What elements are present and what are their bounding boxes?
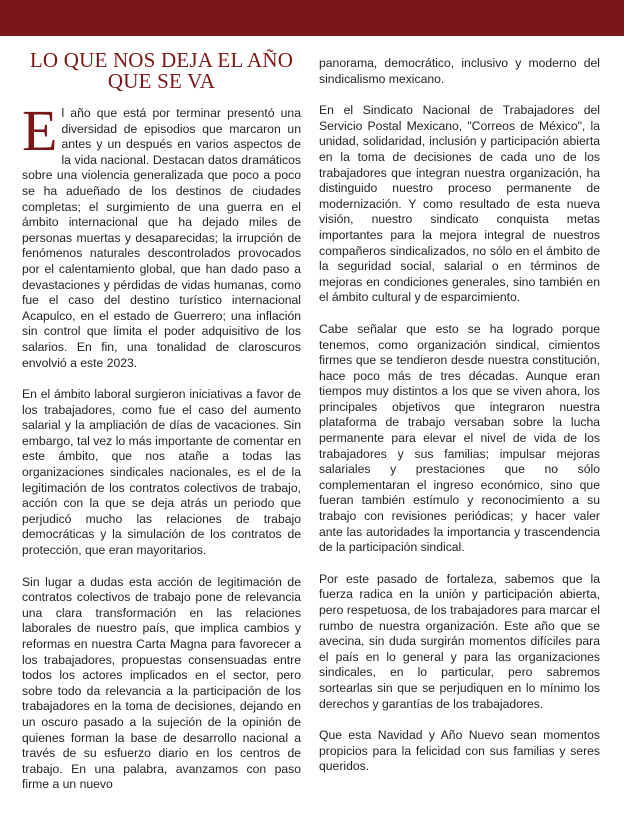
paragraph-1-text: l año que está por terminar presentó una diversidad de episodios que marcaron un antes y un después en varios aspectos de la vida nacional. Destacan datos dramáticos sobre una violencia generalizada que poco a poco se ha adueñado de los destinos de ciudades completas; el surgimiento de una guerra en el ámbito internacional que ha dejado miles de personas muertas y desaparecidas; la irrupción de fenómenos naturales descontrolados provocados por el calentamiento global, que han dado paso a devastaciones y pérdidas de vidas humanas, como fue el caso del destino turístico internacional Acapulco, en el estado de Guerrero; una inflación sin control que limita el poder adquisitivo de los salarios. En fin, una tonalidad de claroscuros envolvió a este 2023. xyxy=(22,106,301,370)
paragraph-8: Que esta Navidad y Año Nuevo sean momentos propicios para la felicidad con sus familias y seres queridos. xyxy=(319,728,600,774)
title-line-2: QUE SE VA xyxy=(107,69,216,93)
drop-cap: E xyxy=(22,98,58,163)
paragraph-1 xyxy=(22,98,301,371)
paragraph-2: En el ámbito laboral surgieron iniciativas a favor de los trabajadores, como fue el caso del aumento salarial y la ampliación de días de vacaciones. Sin embargo, tal vez lo más importante de comentar en este ámbito, que nos atañe a todas las organizaciones sindicales nacionales, es el de la legitimación de los contratos colectivos de trabajo, acción con la que se deja atrás un periodo que perjudicó mucho las relaciones de trabajo democráticas y la simulación de los contratos de protección, que eran mayoritarios. xyxy=(22,387,301,558)
right-column xyxy=(319,56,600,791)
title-line-1: LO QUE NOS DEJA EL AÑO xyxy=(29,48,294,72)
paragraph-4: panorama, democrático, inclusivo y moderno del sindicalismo mexicano. xyxy=(319,56,600,86)
left-column xyxy=(22,50,301,809)
paragraph-5: En el Sindicato Nacional de Trabajadores del Servicio Postal Mexicano, "Correos de México", la unidad, solidaridad, inclusión y participación abierta en la toma de decisiones de cada uno de los trabajadores que integran nuestra organización, ha distinguido nuestro proceso permanente de modernización. Y como resultado de esta nueva visión, nuestro sindicato conquista metas importantes para la mejora integral de nuestros compañeros sindicalizados, no sólo en el ámbito de la seguridad social, salarial o en términos de mejoras en condiciones generales, sino también en el ámbito cultural y de esparcimiento. xyxy=(319,103,600,305)
paragraph-7: Por este pasado de fortaleza, sabemos que la fuerza radica en la unión y participación abierta, pero respetuosa, de los trabajadores para marcar el rumbo de nuestra organización. Este año que se avecina, sin duda surgirán momentos difíciles para el país en lo general y para las organizaciones sindicales, en lo particular, pero sabremos sortearlas sin que se perjudiquen en lo mínimo los derechos y garantías de los trabajadores. xyxy=(319,571,600,711)
article-title xyxy=(22,50,301,92)
paragraph-3: Sin lugar a dudas esta acción de legitimación de contratos colectivos de trabajo pone de relevancia una clara transformación en las relaciones laborales de nuestro país, que implica cambios y reformas en nuestra Carta Magna para favorecer a los trabajadores, propuestas consensuadas entre todos los actores implicados en el sector, pero sobre todo da relevancia a la participación de los trabajadores en la toma de decisiones, dejando en un oscuro pasado a la sujeción de la opinión de quienes forman la base de desarrollo nacional a través de su esfuerzo diario en los centros de trabajo. En una palabra, avanzamos con paso firme a un nuevo xyxy=(22,574,301,792)
header-band xyxy=(0,0,624,36)
paragraph-6: Cabe señalar que esto se ha logrado porque tenemos, como organización sindical, cimientos firmes que se tendieron desde nuestra constitución, hace poco más de tres décadas. Aunque eran tiempos muy distintos a los que se viven ahora, los principales objetivos que integraron nuestra plataforma de trabajo versaban sobre la lucha permanente para elevar el nivel de vida de los trabajadores y sus familias; impulsar mejoras salariales y prestaciones que no sólo complementaran el ingreso económico, sino que fueran también estímulo y reconocimiento a su trabajo con revisiones periódicas; y hacer valer ante las autoridades la importancia y trascendencia de la participación sindical. xyxy=(319,321,600,555)
